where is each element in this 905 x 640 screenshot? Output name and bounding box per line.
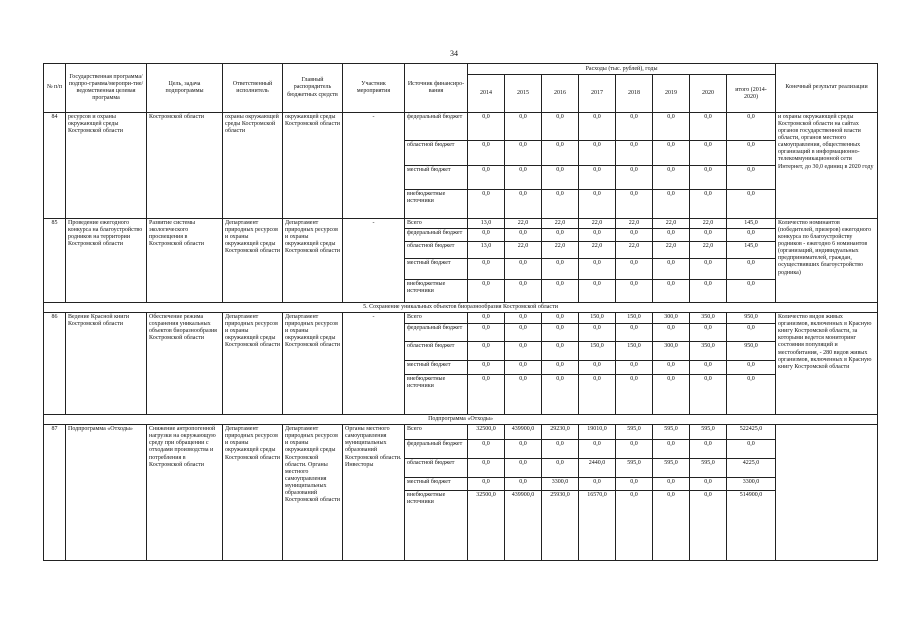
value-cell: 22,0 — [505, 219, 542, 229]
value-cell: 0,0 — [542, 229, 579, 242]
value-cell: 0,0 — [616, 491, 653, 561]
value-cell: 0,0 — [653, 141, 690, 166]
value-cell: 22,0 — [690, 219, 727, 229]
value-cell: 0,0 — [468, 375, 505, 415]
value-cell: 0,0 — [542, 259, 579, 280]
source-cell: внебюджетные источники — [405, 190, 468, 219]
value-cell: 0,0 — [542, 166, 579, 190]
value-cell: 0,0 — [468, 440, 505, 459]
value-cell: 16570,0 — [579, 491, 616, 561]
value-cell: 22,0 — [690, 242, 727, 259]
source-cell: местный бюджет — [405, 478, 468, 491]
value-cell: 0,0 — [653, 166, 690, 190]
program-cell: Ведение Красной книги Костромской области — [66, 313, 147, 415]
value-cell: 145,0 — [727, 242, 776, 259]
value-cell: 0,0 — [579, 229, 616, 242]
value-cell: 0,0 — [690, 324, 727, 342]
value-cell: 0,0 — [616, 280, 653, 303]
value-cell: 0,0 — [727, 361, 776, 375]
row-index: 84 — [44, 113, 66, 219]
value-cell: 0,0 — [468, 190, 505, 219]
budget-table — [43, 63, 878, 561]
row-index: 87 — [44, 425, 66, 561]
value-cell: 0,0 — [505, 313, 542, 324]
value-cell: 22,0 — [653, 219, 690, 229]
value-cell: 0,0 — [616, 166, 653, 190]
value-cell: 300,0 — [653, 342, 690, 361]
value-cell: 0,0 — [727, 113, 776, 141]
value-cell: 0,0 — [542, 440, 579, 459]
value-cell: 0,0 — [505, 259, 542, 280]
header-year: 2015 — [505, 75, 542, 113]
value-cell: 0,0 — [653, 229, 690, 242]
value-cell: 0,0 — [468, 313, 505, 324]
result-cell: и охраны окружающей среды Костромской области на сайтах органов государственной власти области, органов местного самоуправления, общественных организаций в информационно-телекоммуникационной сети Интернет, до 30,0 единиц в 2020 году — [776, 113, 878, 219]
value-cell: 0,0 — [579, 280, 616, 303]
header-year: итого (2014-2020) — [727, 75, 776, 113]
main-manager-cell: окружающей среды Костромской области — [283, 113, 343, 219]
main-manager-cell: Департамент природных ресурсов и охраны окружающей среды Костромской области. Органы местного самоуправления муниципальных образований Костромской области — [283, 425, 343, 561]
row-index: 86 — [44, 313, 66, 415]
source-cell: федеральный бюджет — [405, 229, 468, 242]
program-cell: Проведение ежегодного конкурса на благоустройство родников на территории Костромской области — [66, 219, 147, 303]
value-cell: 0,0 — [468, 478, 505, 491]
value-cell: 300,0 — [653, 313, 690, 324]
main-manager-cell: Департамент природных ресурсов и охраны окружающей среды Костромской области — [283, 313, 343, 415]
value-cell: 2440,0 — [579, 459, 616, 478]
value-cell: 3300,0 — [542, 478, 579, 491]
result-cell: Количество видов живых организмов, включенных в Красную книгу Костромской области, за которыми ведется мониторинг состояния популяций и местообитания, - 280 видов живых организмов, включенных в Красную книгу Костромской области — [776, 313, 878, 415]
value-cell: 0,0 — [579, 324, 616, 342]
responsible-cell: Департамент природных ресурсов и охраны окружающей среды Костромской области — [223, 313, 283, 415]
value-cell: 0,0 — [468, 229, 505, 242]
value-cell: 439900,0 — [505, 425, 542, 440]
source-cell: федеральный бюджет — [405, 440, 468, 459]
value-cell: 0,0 — [727, 259, 776, 280]
value-cell: 0,0 — [579, 478, 616, 491]
value-cell: 0,0 — [616, 478, 653, 491]
value-cell: 19010,0 — [579, 425, 616, 440]
value-cell: 0,0 — [542, 375, 579, 415]
source-cell: областной бюджет — [405, 459, 468, 478]
value-cell: 0,0 — [690, 440, 727, 459]
value-cell: 0,0 — [468, 361, 505, 375]
source-cell: местный бюджет — [405, 259, 468, 280]
value-cell: 0,0 — [579, 259, 616, 280]
value-cell: 0,0 — [579, 113, 616, 141]
value-cell: 0,0 — [616, 375, 653, 415]
value-cell: 3300,0 — [727, 478, 776, 491]
value-cell: 0,0 — [579, 141, 616, 166]
source-cell: внебюджетные источники — [405, 280, 468, 303]
source-cell: Всего — [405, 219, 468, 229]
value-cell: 0,0 — [468, 342, 505, 361]
header-result: Конечный результат реализации — [776, 64, 878, 113]
value-cell: 0,0 — [542, 141, 579, 166]
value-cell: 0,0 — [653, 478, 690, 491]
source-cell: областной бюджет — [405, 342, 468, 361]
table-row — [44, 219, 878, 229]
value-cell: 29230,0 — [542, 425, 579, 440]
main-manager-cell: Департамент природных ресурсов и охраны окружающей среды Костромской области — [283, 219, 343, 303]
value-cell: 595,0 — [653, 425, 690, 440]
program-cell: ресурсов и охраны окружающей среды Костромской области — [66, 113, 147, 219]
value-cell: 145,0 — [727, 219, 776, 229]
source-cell: федеральный бюджет — [405, 113, 468, 141]
value-cell: 0,0 — [653, 190, 690, 219]
value-cell: 0,0 — [727, 166, 776, 190]
source-cell: областной бюджет — [405, 141, 468, 166]
value-cell: 22,0 — [579, 219, 616, 229]
value-cell: 350,0 — [690, 313, 727, 324]
source-cell: местный бюджет — [405, 166, 468, 190]
value-cell: 0,0 — [690, 229, 727, 242]
value-cell: 0,0 — [542, 459, 579, 478]
value-cell: 150,0 — [579, 313, 616, 324]
value-cell: 0,0 — [690, 491, 727, 561]
value-cell: 0,0 — [505, 324, 542, 342]
program-cell: Подпрограмма «Отходы» — [66, 425, 147, 561]
table-row — [44, 313, 878, 324]
value-cell: 0,0 — [542, 324, 579, 342]
value-cell: 22,0 — [579, 242, 616, 259]
row-index: 85 — [44, 219, 66, 303]
value-cell: 0,0 — [505, 440, 542, 459]
value-cell: 0,0 — [579, 440, 616, 459]
value-cell: 514900,0 — [727, 491, 776, 561]
participant-cell: - — [343, 219, 405, 303]
goal-cell: Снижение антропогенной нагрузки на окружающую среду при обращении с отходами производства и потребления в Костромской области — [147, 425, 223, 561]
value-cell: 0,0 — [468, 259, 505, 280]
value-cell: 0,0 — [690, 280, 727, 303]
value-cell: 0,0 — [653, 280, 690, 303]
value-cell: 0,0 — [690, 375, 727, 415]
value-cell: 595,0 — [616, 425, 653, 440]
value-cell: 0,0 — [505, 190, 542, 219]
participant-cell: Органы местного самоуправления муниципальных образований Костромской области. Инвесторы — [343, 425, 405, 561]
value-cell: 0,0 — [653, 259, 690, 280]
value-cell: 0,0 — [727, 229, 776, 242]
value-cell: 0,0 — [616, 190, 653, 219]
header-num: № п/п — [44, 64, 66, 113]
value-cell: 0,0 — [468, 141, 505, 166]
value-cell: 522425,0 — [727, 425, 776, 440]
value-cell: 0,0 — [616, 324, 653, 342]
value-cell: 25930,0 — [542, 491, 579, 561]
value-cell: 0,0 — [690, 190, 727, 219]
participant-cell: - — [343, 113, 405, 219]
value-cell: 0,0 — [579, 190, 616, 219]
value-cell: 0,0 — [579, 166, 616, 190]
value-cell: 0,0 — [579, 361, 616, 375]
section-row — [44, 415, 878, 425]
value-cell: 0,0 — [542, 342, 579, 361]
source-cell: местный бюджет — [405, 361, 468, 375]
value-cell: 0,0 — [653, 113, 690, 141]
value-cell: 150,0 — [579, 342, 616, 361]
value-cell: 0,0 — [616, 113, 653, 141]
value-cell: 0,0 — [727, 324, 776, 342]
header-year: 2019 — [653, 75, 690, 113]
header-main-manager: Главный распорядитель бюджетных средств — [283, 64, 343, 113]
header-year: 2014 — [468, 75, 505, 113]
source-cell: внебюджетные источники — [405, 491, 468, 561]
value-cell: 439900,0 — [505, 491, 542, 561]
value-cell: 0,0 — [690, 113, 727, 141]
value-cell: 595,0 — [690, 459, 727, 478]
value-cell: 0,0 — [727, 375, 776, 415]
value-cell: 0,0 — [690, 141, 727, 166]
participant-cell: - — [343, 313, 405, 415]
value-cell: 0,0 — [505, 166, 542, 190]
value-cell: 32500,0 — [468, 425, 505, 440]
value-cell: 0,0 — [468, 324, 505, 342]
value-cell: 0,0 — [505, 280, 542, 303]
section-row — [44, 303, 878, 313]
responsible-cell: Департамент природных ресурсов и охраны окружающей среды Костромской области — [223, 219, 283, 303]
value-cell: 0,0 — [468, 280, 505, 303]
value-cell: 13,0 — [468, 242, 505, 259]
value-cell: 0,0 — [468, 166, 505, 190]
value-cell: 0,0 — [727, 440, 776, 459]
header-participant: Участник мероприятия — [343, 64, 405, 113]
value-cell: 0,0 — [616, 440, 653, 459]
value-cell: 0,0 — [542, 313, 579, 324]
value-cell: 0,0 — [505, 113, 542, 141]
header-year: 2018 — [616, 75, 653, 113]
responsible-cell: Департамент природных ресурсов и охраны окружающей среды Костромской области — [223, 425, 283, 561]
value-cell: 0,0 — [468, 113, 505, 141]
value-cell: 22,0 — [542, 219, 579, 229]
section-title: 5. Сохранение уникальных объектов биоразнообразия Костромской области — [44, 303, 878, 313]
header-year: 2020 — [690, 75, 727, 113]
source-cell: Всего — [405, 425, 468, 440]
goal-cell: Развитие системы экологического просвещения в Костромской области — [147, 219, 223, 303]
value-cell: 0,0 — [616, 229, 653, 242]
value-cell: 4225,0 — [727, 459, 776, 478]
value-cell: 0,0 — [727, 141, 776, 166]
header-year: 2017 — [579, 75, 616, 113]
value-cell: 0,0 — [616, 259, 653, 280]
value-cell: 595,0 — [653, 459, 690, 478]
source-cell: областной бюджет — [405, 242, 468, 259]
goal-cell: Костромской области — [147, 113, 223, 219]
value-cell: 22,0 — [653, 242, 690, 259]
value-cell: 0,0 — [690, 166, 727, 190]
value-cell: 0,0 — [542, 280, 579, 303]
source-cell: Всего — [405, 313, 468, 324]
header-responsible: Ответственный исполнитель — [223, 64, 283, 113]
value-cell: 0,0 — [653, 375, 690, 415]
header-year: 2016 — [542, 75, 579, 113]
value-cell: 22,0 — [542, 242, 579, 259]
header-expenses: Расходы (тыс. рублей), годы — [468, 64, 776, 75]
value-cell: 0,0 — [653, 324, 690, 342]
value-cell: 0,0 — [653, 361, 690, 375]
value-cell: 0,0 — [616, 361, 653, 375]
section-title: Подпрограмма «Отходы» — [44, 415, 878, 425]
value-cell: 0,0 — [505, 141, 542, 166]
value-cell: 13,0 — [468, 219, 505, 229]
value-cell: 0,0 — [616, 141, 653, 166]
source-cell: внебюджетные источники — [405, 375, 468, 415]
value-cell: 22,0 — [616, 242, 653, 259]
table-row — [44, 113, 878, 141]
value-cell: 0,0 — [505, 375, 542, 415]
value-cell: 0,0 — [468, 459, 505, 478]
value-cell: 950,0 — [727, 313, 776, 324]
value-cell: 22,0 — [616, 219, 653, 229]
header-source: Источник финансиро-вания — [405, 64, 468, 113]
page-number: 34 — [450, 49, 458, 58]
value-cell: 0,0 — [690, 361, 727, 375]
value-cell: 150,0 — [616, 342, 653, 361]
value-cell: 0,0 — [690, 259, 727, 280]
value-cell: 0,0 — [542, 113, 579, 141]
value-cell: 0,0 — [505, 478, 542, 491]
value-cell: 0,0 — [727, 280, 776, 303]
header-goal: Цель, задача подпрограммы — [147, 64, 223, 113]
goal-cell: Обеспечение режима сохранения уникальных объектов биоразнообразия Костромской области — [147, 313, 223, 415]
value-cell: 32500,0 — [468, 491, 505, 561]
source-cell: федеральный бюджет — [405, 324, 468, 342]
value-cell: 0,0 — [505, 229, 542, 242]
result-cell — [776, 425, 878, 561]
value-cell: 0,0 — [653, 491, 690, 561]
header-program: Государственная программа/подпро-грамма/меропри-тие/ведомственная целевая программа — [66, 64, 147, 113]
responsible-cell: охраны окружающей среды Костромской области — [223, 113, 283, 219]
value-cell: 150,0 — [616, 313, 653, 324]
value-cell: 22,0 — [505, 242, 542, 259]
value-cell: 0,0 — [579, 375, 616, 415]
value-cell: 0,0 — [542, 190, 579, 219]
value-cell: 0,0 — [542, 361, 579, 375]
value-cell: 0,0 — [727, 190, 776, 219]
value-cell: 350,0 — [690, 342, 727, 361]
value-cell: 0,0 — [505, 342, 542, 361]
value-cell: 595,0 — [616, 459, 653, 478]
result-cell: Количество номинантов (победителей, призеров) ежегодного конкурса по благоустройству родников - ежегодно 6 номинантов (организаций, индивидуальных предпринимателей, граждан, осуществивших благоустройство родника) — [776, 219, 878, 303]
value-cell: 0,0 — [505, 361, 542, 375]
value-cell: 950,0 — [727, 342, 776, 361]
value-cell: 0,0 — [690, 478, 727, 491]
table-row — [44, 425, 878, 440]
value-cell: 595,0 — [690, 425, 727, 440]
value-cell: 0,0 — [505, 459, 542, 478]
value-cell: 0,0 — [653, 440, 690, 459]
